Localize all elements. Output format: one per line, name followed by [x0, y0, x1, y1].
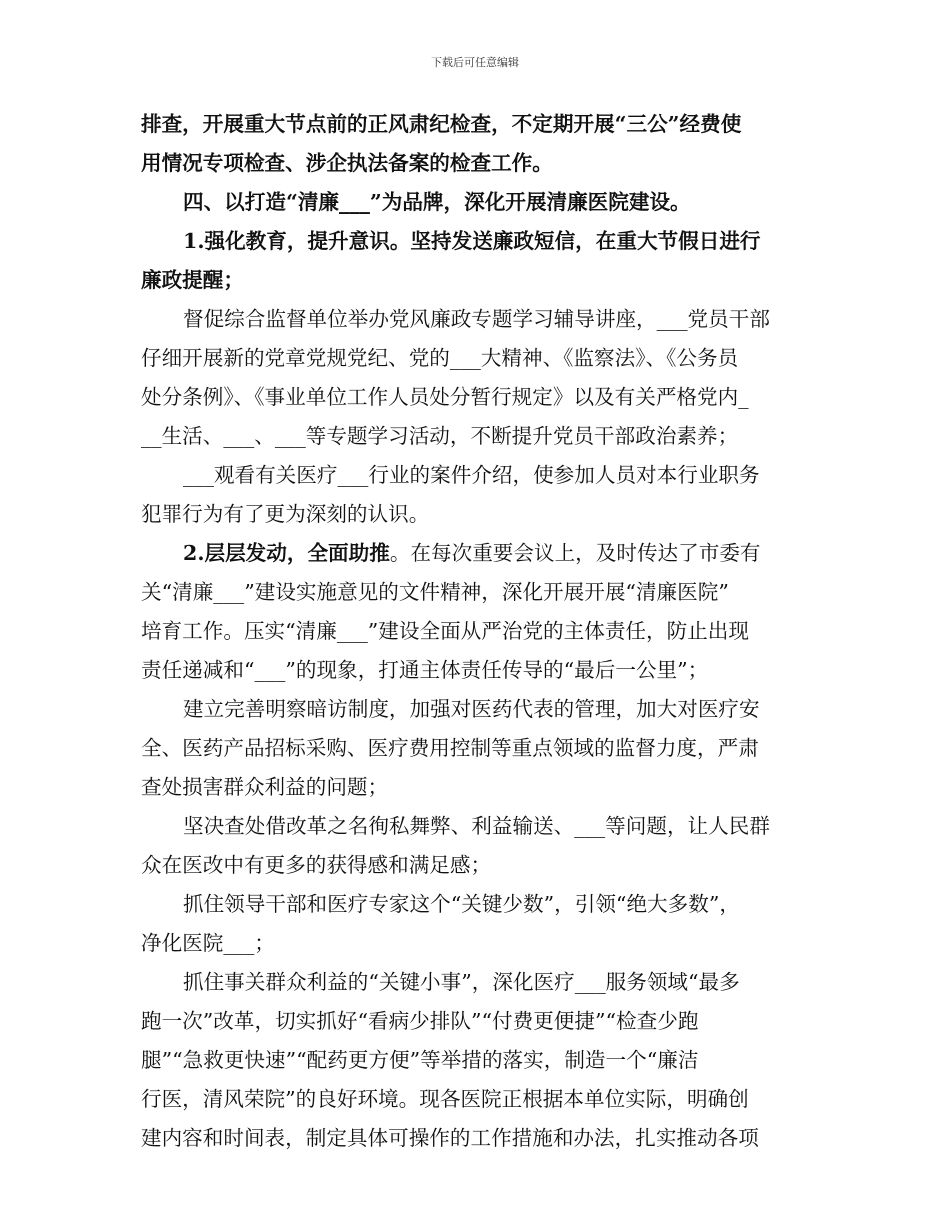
paragraph-line: 行医，清风荣院”的良好环境。现各医院正根据本单位实际，明确创	[141, 1087, 749, 1111]
paragraph-line: 众在医改中有更多的获得感和满足感；	[141, 853, 492, 877]
section-heading: 四、以打造“清廉___”为品牌，深化开展清廉医院建设。	[183, 190, 691, 214]
paragraph-line: __生活、___、___等专题学习活动，不断提升党员干部政治素养；	[141, 424, 739, 448]
subsection-heading: 2.层层发动，全面助推	[183, 541, 390, 565]
paragraph-line: 督促综合监督单位举办党风廉政专题学习辅导讲座，___党员干部	[183, 307, 770, 331]
paragraph-line: 建立完善明察暗访制度，加强对医药代表的管理，加大对医疗安	[183, 697, 760, 721]
paragraph-line: 抓住领导干部和医疗专家这个“关键少数”，引领“绝大多数”，	[183, 892, 740, 916]
paragraph-line: ___观看有关医疗___行业的案件介绍，使参加人员对本行业职务	[183, 463, 760, 487]
paragraph-line: 跑一次”改革，切实抓好“看病少排队”“付费更便捷”“检查少跑	[141, 1009, 699, 1033]
paragraph-line: 建内容和时间表，制定具体可操作的工作措施和办法，扎实推动各项	[141, 1126, 759, 1150]
subsection-heading: 廉政提醒；	[141, 268, 244, 292]
paragraph-line: 培育工作。压实“清廉___”建设全面从严治党的主体责任，防止出现	[141, 619, 749, 643]
paragraph-line: 查处损害群众利益的问题；	[141, 775, 389, 799]
page-header: 下载后可任意编辑	[431, 56, 519, 69]
paragraph-line: 坚决查处借改革之名徇私舞弊、利益输送、___等问题，让人民群	[183, 814, 770, 838]
paragraph-line: 用情况专项检查、涉企执法备案的检查工作。	[141, 151, 553, 175]
paragraph-text: 。在每次重要会议上，及时传达了市委有	[389, 541, 761, 565]
paragraph-line: 处分条例》、《事业单位工作人员处分暂行规定》以及有关严格党内_	[141, 385, 749, 409]
paragraph-line: 全、医药产品招标采购、医疗费用控制等重点领域的监督力度，严肃	[141, 736, 759, 760]
paragraph-line: 责任递减和“___”的现象，打通主体责任传导的“最后一公里”；	[141, 658, 709, 682]
paragraph-line: 抓住事关群众利益的“关键小事”，深化医疗___服务领域“最多	[183, 970, 740, 994]
paragraph-line: 仔细开展新的党章党规党纪、党的___大精神、《监察法》、《公务员	[141, 346, 739, 370]
paragraph-line: 净化医院___；	[141, 931, 275, 955]
paragraph-line: 排查，开展重大节点前的正风肃纪检查，不定期开展“三公”经费使	[141, 112, 742, 136]
paragraph-line: 犯罪行为有了更为深刻的认识。	[141, 502, 430, 526]
document-body	[141, 108, 811, 1161]
paragraph-line: 关“清廉___”建设实施意见的文件精神，深化开展开展“清廉医院”	[141, 580, 729, 604]
paragraph-line	[141, 537, 811, 576]
subsection-heading: 1.强化教育，提升意识。坚持发送廉政短信，在重大节假日进行	[183, 229, 761, 253]
paragraph-line: 腿”“急救更快速”“配药更方便”等举措的落实，制造一个“廉洁	[141, 1048, 699, 1072]
